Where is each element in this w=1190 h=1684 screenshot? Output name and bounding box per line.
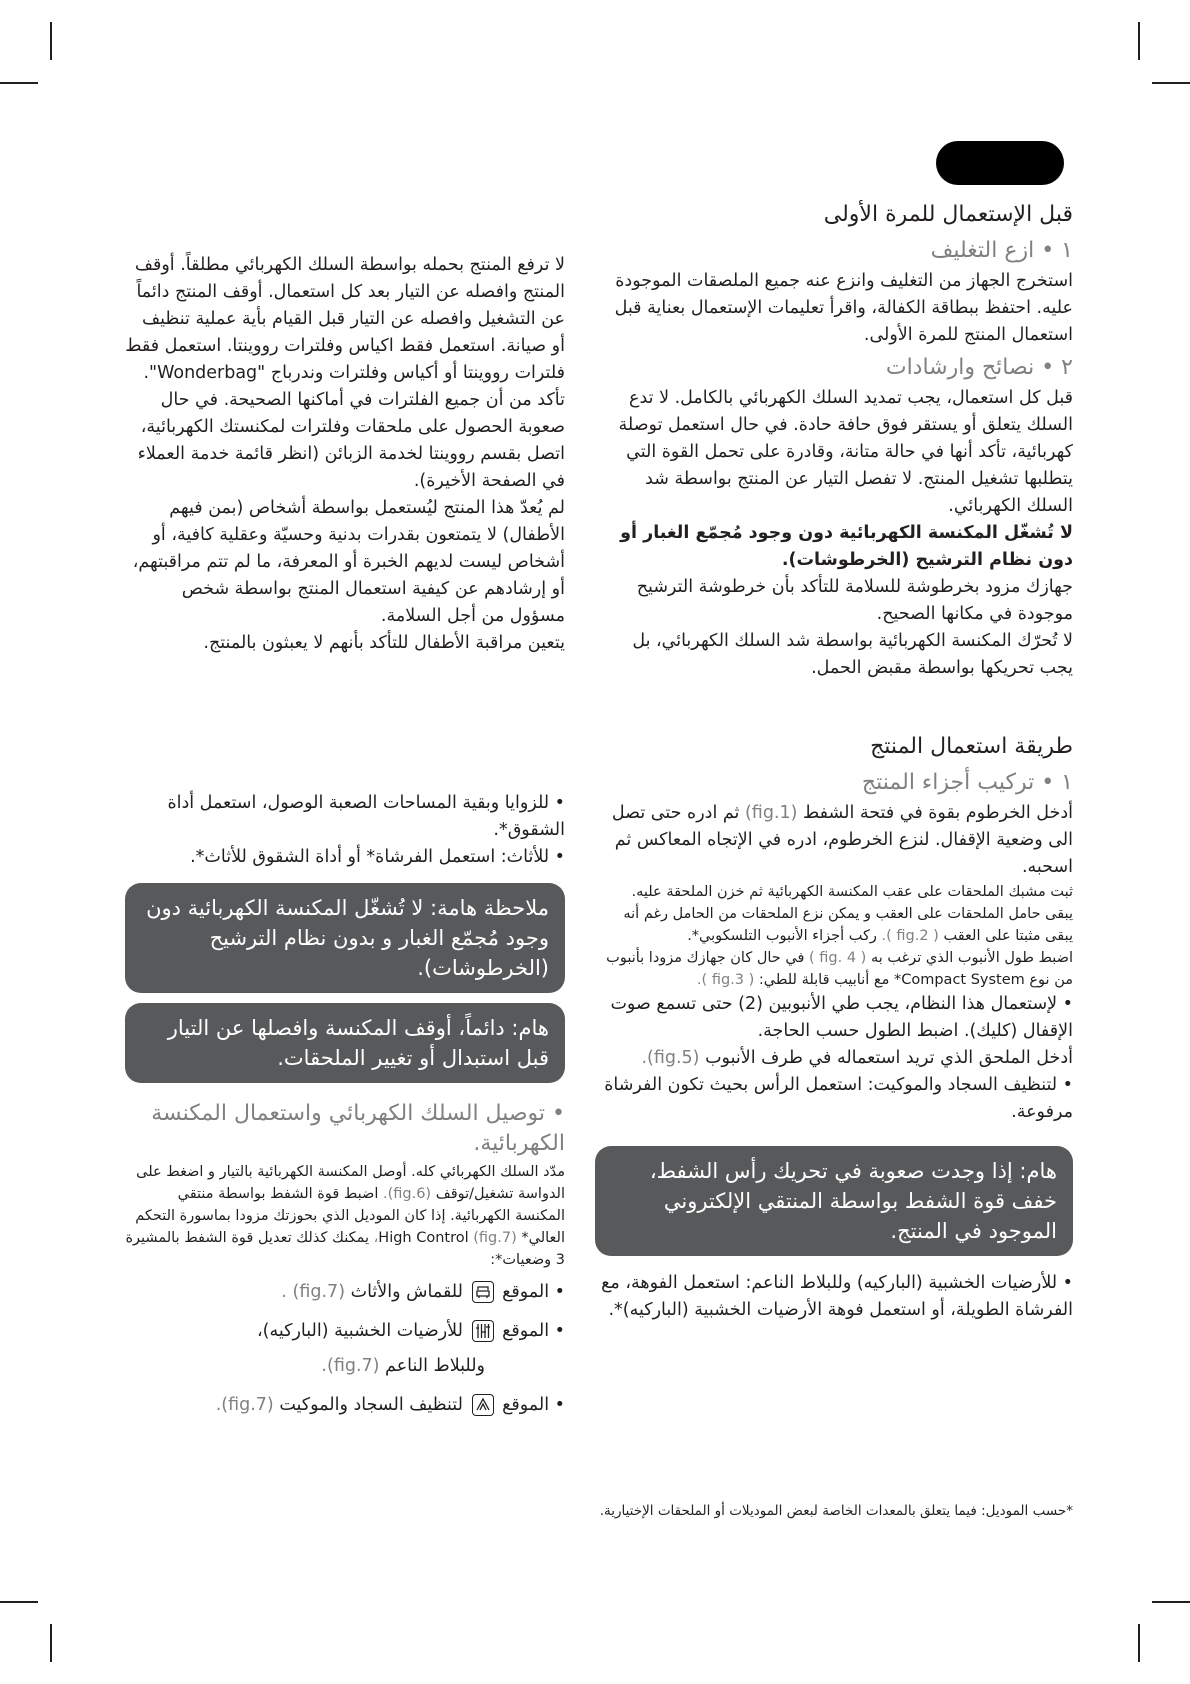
position-2-cont	[125, 1353, 565, 1380]
position-2	[125, 1318, 565, 1345]
assembly-para-1	[595, 800, 1073, 881]
fig-ref: ( fig.3 ).	[696, 972, 755, 988]
item-unpacking-title: ١ • ازع التغليف	[930, 238, 1073, 263]
item-advice-title: ٢ • نصائح وارشادات	[885, 355, 1073, 380]
crop-mark	[50, 1624, 52, 1662]
crop-mark	[1152, 82, 1190, 84]
right-bottom-column	[595, 732, 1073, 1324]
carpet-icon	[472, 1394, 494, 1416]
assembly-para-4: • لتنظيف السجاد والموكيت: استعمل الرأس بحيث تكون الفرشاة مرفوعة.	[604, 1075, 1073, 1122]
bullet-crevice: • للزوايا وبقية المساحات الصعبة الوصول، استعمل أداة الشقوق*.	[167, 793, 565, 840]
assembly-para-3-text: أدخل الملحق الذي تريد استعماله في طرف الأنبوب	[705, 1048, 1073, 1068]
position-1	[125, 1279, 565, 1306]
assembly-para-2: • لإستعمال هذا النظام، يجب طي الأنبوبين (2) حتى تسمع صوت الإقفال (كليك). اضبط الطول حسب الحاجة.	[610, 994, 1073, 1041]
assembly-small-2	[595, 903, 1073, 947]
assembly-small-2-after: ركب أجزاء الأنبوب التلسكوبي*.	[687, 928, 877, 944]
footnote	[400, 1500, 1073, 1522]
crop-mark	[50, 22, 52, 60]
assembly-small-3	[595, 947, 1073, 991]
fig-ref: (fig.7)،	[373, 1230, 517, 1246]
position-label: • الموقع	[502, 1282, 565, 1302]
fig-ref: (fig.7).	[321, 1356, 380, 1376]
position-3	[125, 1392, 565, 1419]
cord-para-1-text: مدّد السلك الكهربائي كله. أوصل المكنسة الكهربائية بالتيار و اضغط على الدواسة تشغيل/توقف	[136, 1164, 565, 1202]
fig-ref: (fig.6).	[382, 1186, 432, 1202]
fig-ref: (fig.7).	[215, 1395, 274, 1415]
safety-text-2: تأكد من أن جميع الفلترات في أماكنها الصحيحة. في حال صعوبة الحصول على ملحقات وفلترات لمكنستك الكهربائية، اتصل بقسم رووينتا لخدمة الزبائن (انظر قائمة خدمة العملاء في الصفحة الأخيرة).	[137, 390, 565, 491]
footnote-text: *حسب الموديل: فيما يتعلق بالمعدات الخاصة لبعض الموديلات أو الملحقات الإختيارية.	[599, 1503, 1073, 1519]
wonderbag-label: "Wonderbag".	[143, 363, 266, 383]
safety-text-1-body: لا ترفع المنتج بحمله بواسطة السلك الكهربائي مطلقاً. أوقف المنتج وافصله عن التيار بعد كل استعمال. أوقف المنتج دائماً عن التشغيل وافصله عن التيار قبل القيام بأية عملية تنظيف أو صيانة. استعمل فقط اكياس وفلترات رووينتا. استعمل فقط فلترات رووينتا أو أكياس وفلترات وندرباج	[125, 255, 565, 383]
fig-ref: ( fig.2 ).	[881, 928, 939, 944]
item-cord-title: • توصيل السلك الكهربائي واستعمال المكنسة الكهربائية.	[151, 1101, 565, 1156]
item-advice-text-2: جهازك مزود بخرطوشة للسلامة للتأكد بأن خرطوشة الترشيح موجودة في مكانها الصحيح.	[636, 577, 1073, 624]
cord-para-1-end: يمكنك كذلك تعديل قوة الشفط بالمشيرة 3 وضعيات*:	[125, 1230, 565, 1268]
high-control-label: High Control	[378, 1230, 469, 1246]
assembly-small-3-after: في حال كان جهازك مزودا بأنبوب من نوع Compact System* مع أنابيب قابلة للطي:	[606, 950, 1073, 988]
position-label: • الموقع	[502, 1395, 565, 1415]
fig-ref: (fig.7) .	[281, 1282, 346, 1302]
crop-mark	[1152, 1601, 1190, 1603]
safety-text-4: يتعين مراقبة الأطفال للتأكد بأنهم لا يعبثون بالمنتج.	[203, 633, 565, 653]
important-note-box: هام: إذا وجدت صعوبة في تحريك رأس الشفط، خفف قوة الشفط بواسطة المنتقي الإلكتروني الموجود في المنتج.	[595, 1146, 1073, 1256]
item-advice-text-3: لا تُحرّك المكنسة الكهربائية بواسطة شد السلك الكهربائي، بل يجب تحريكها بواسطة مقبض الحمل.	[632, 631, 1073, 678]
assembly-small-1: ثبت مشبك الملحقات على عقب المكنسة الكهربائية ثم خزن الملحقة عليه.	[631, 884, 1073, 900]
cord-para-1-after: اضبط قوة الشفط بواسطة منتقي المكنسة الكهربائية. إذا كان الموديل الذي بحوزتك مزودا بماسورة التحكم العالي*	[135, 1186, 565, 1246]
position-text: وللبلاط الناعم	[385, 1356, 485, 1376]
page-tab	[936, 141, 1064, 185]
warning-box-2: هام: دائماً، أوقف المكنسة وافصلها عن التيار قبل استبدال أو تغيير الملحقات.	[125, 1003, 565, 1083]
armchair-icon	[472, 1281, 494, 1303]
right-top-column	[595, 200, 1073, 682]
left-bottom-column	[125, 790, 565, 1419]
warning-box-1: ملاحظة هامة: لا تُشغّل المكنسة الكهربائية دون وجود مُجمّع الغبار و بدون نظام الترشيح (الخرطوشات).	[125, 883, 565, 993]
item-assembly-title: ١ • تركيب أجزاء المنتج	[861, 770, 1073, 795]
assembly-small-3-text: اضبط طول الأنبوب الذي ترغب به	[870, 950, 1073, 966]
crop-mark	[1138, 1624, 1140, 1662]
item-unpacking-text: استخرج الجهاز من التغليف وانزع عنه جميع الملصقات الموجودة عليه. احتفظ ببطاقة الكفالة، واقرأ تعليمات الإستعمال بعناية قبل استعمال المنتج للمرة الأولى.	[614, 271, 1073, 345]
crop-mark	[0, 82, 38, 84]
crop-mark	[0, 1601, 38, 1603]
item-advice-text: قبل كل استعمال، يجب تمديد السلك الكهربائي بالكامل. لا تدع السلك يتعلق أو يستقر فوق حافة حادة. في حال استعمل توصلة كهربائية، تأكد أنها في حالة متانة، وقادرة على تحمل القوة التي يتطلبها تشغيل المنتج. لا تفصل التيار عن المنتج بواسطة شد السلك الكهربائي.	[618, 388, 1073, 516]
fig-ref: (fig.5).	[641, 1048, 700, 1068]
position-text: للأرضيات الخشبية (الباركيه)،	[257, 1321, 463, 1341]
parquet-floor-icon	[472, 1320, 494, 1342]
position-text: للقماش والأثاث	[350, 1282, 463, 1302]
section-title-before-first-use: قبل الإستعمال للمرة الأولى	[823, 202, 1073, 227]
position-label: • الموقع	[502, 1321, 565, 1341]
assembly-para-1-text: أدخل الخرطوم بقوة في فتحة الشفط	[803, 803, 1073, 823]
safety-text-3: لم يُعدّ هذا المنتج ليُستعمل بواسطة أشخاص (بمن فيهم الأطفال) لا يتمتعون بقدرات بدنية وحسيّة وعقلية كافية، أو أشخاص ليست لديهم الخبرة أو المعرفة، ما لم تتم مراقبتهم، أو إرشادهم عن كيفية استعمال المنتج بواسطة شخص مسؤول من أجل السلامة.	[132, 498, 565, 626]
assembly-para-1-after: ثم ادره حتى تصل الى وضعية الإقفال. لنزع الخرطوم، ادره في الإتجاه المعاكس ثم اسحبه.	[611, 803, 1073, 877]
position-text: لتنظيف السجاد والموكيت	[279, 1395, 463, 1415]
bullet-furniture: • للأثاث: استعمل الفرشاة* أو أداة الشقوق للأثاث*.	[190, 847, 565, 867]
assembly-para-3	[595, 1045, 1073, 1072]
item-advice-warning: لا تُشغّل المكنسة الكهربائية دون وجود مُجمّع الغبار أو دون نظام الترشيح (الخرطوشات).	[620, 523, 1073, 570]
section-title-usage: طريقة استعمال المنتج	[870, 734, 1073, 759]
fig-ref: (fig.1)	[744, 803, 798, 823]
fig-ref: ( fig. 4 )	[809, 950, 867, 966]
cord-para-1	[125, 1161, 565, 1271]
crop-mark	[1138, 22, 1140, 60]
assembly-small-2-text: يبقى حامل الملحقات على العقب و يمكن نزع الملحقات من الحامل رغم أنه يبقى مثبتا على العقب	[623, 906, 1073, 944]
safety-text-1	[125, 252, 565, 387]
assembly-para-5: • للأرضيات الخشبية (الباركيه) وللبلاط الناعم: استعمل الفوهة، مع الفرشاة الطويلة، أو استعمل فوهة الأرضيات الخشبية (الباركيه)*.	[601, 1273, 1073, 1320]
left-top-column	[125, 252, 565, 657]
